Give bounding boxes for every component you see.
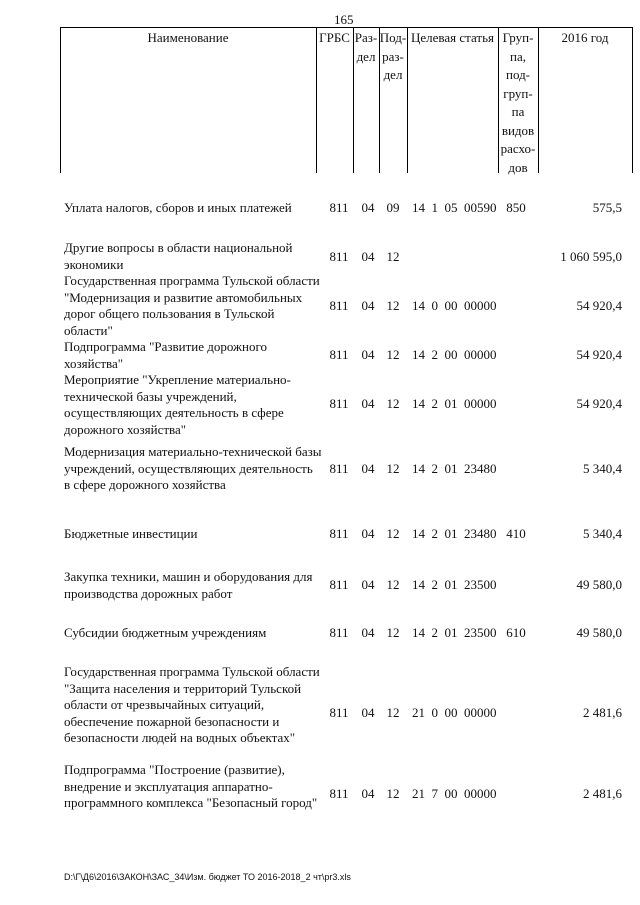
row-name: Бюджетные инвестиции [64,526,198,541]
row-amount: 575,5 [592,200,622,215]
row-razdel: 04 [361,461,375,476]
row-grbs: 811 [329,625,349,640]
row-name: Субсидии бюджетным учреждениям [64,625,267,640]
row-razdel: 04 [361,526,375,541]
header-podrazdel: Под- раз- дел [379,30,407,82]
header-year: 2016 год [561,30,609,45]
row-name: Уплата налогов, сборов и иных платежей [64,200,292,215]
row-razdel: 04 [361,786,375,801]
row-name: Закупка техники, машин и оборудования для производства дорожных работ [64,569,313,601]
row-amount: 54 920,4 [576,298,622,313]
row-grbs: 811 [329,396,349,411]
row-amount: 2 481,6 [583,705,622,720]
row-name: Модернизация материально-технической базы учреждений, осуществляющих деятельность в сфере дорожного хозяйства [64,444,322,492]
row-razdel: 04 [361,396,375,411]
row-amount: 54 920,4 [576,396,622,411]
row-razdel: 04 [361,577,375,592]
row-podrazdel: 12 [386,625,400,640]
row-grbs: 811 [329,705,349,720]
row-amount: 49 580,0 [576,625,622,640]
row-amount: 1 060 595,0 [560,249,622,264]
row-grbs: 811 [329,200,349,215]
row-razdel: 04 [361,705,375,720]
row-razdel: 04 [361,625,375,640]
row-podrazdel: 12 [386,298,400,313]
row-podrazdel: 12 [386,705,400,720]
row-tselevaya: 21 7 00 00000 [412,786,497,801]
row-podrazdel: 12 [386,347,400,362]
row-podrazdel: 12 [386,461,400,476]
header-top-border [60,27,633,28]
row-tselevaya: 14 2 01 23480 [412,461,497,476]
row-tselevaya: 14 2 00 00000 [412,347,497,362]
header-grbs: ГРБС [319,30,350,45]
row-amount: 49 580,0 [576,577,622,592]
row-amount: 2 481,6 [583,786,622,801]
row-name: Государственная программа Тульской области "Модернизация и развитие автомобильных дорог общего пользования в Тульской области" [64,273,320,338]
row-tselevaya: 14 2 01 23480 [412,526,497,541]
row-podrazdel: 12 [386,786,400,801]
header-border [407,27,408,173]
row-razdel: 04 [361,298,375,313]
row-grbs: 811 [329,577,349,592]
row-razdel: 04 [361,347,375,362]
row-grbs: 811 [329,461,349,476]
header-gruppa: Груп- па, под- груп- па видов расхо- дов [500,30,536,175]
row-podrazdel: 12 [386,249,400,264]
header-border [60,27,61,173]
row-tselevaya: 14 0 00 00000 [412,298,497,313]
row-tselevaya: 14 2 01 00000 [412,396,497,411]
row-amount: 54 920,4 [576,347,622,362]
row-grbs: 811 [329,249,349,264]
file-path-footer: D:\Г\Д6\2016\ЗАКОН\ЗАС_34\Изм. бюджет ТО 2016-2018_2 чт\pr3.xls [64,872,351,882]
header-border [632,27,633,173]
page-number: 165 [334,12,354,27]
row-name: Подпрограмма "Развитие дорожного хозяйства" [64,339,268,371]
row-podrazdel: 09 [386,200,400,215]
row-gruppa: 410 [506,526,526,541]
row-podrazdel: 12 [386,396,400,411]
row-tselevaya: 21 0 00 00000 [412,705,497,720]
row-gruppa: 850 [506,200,526,215]
row-tselevaya: 14 2 01 23500 [412,625,497,640]
row-name: Другие вопросы в области национальной экономики [64,240,293,272]
row-grbs: 811 [329,347,349,362]
row-grbs: 811 [329,298,349,313]
row-razdel: 04 [361,249,375,264]
row-amount: 5 340,4 [583,526,622,541]
row-name: Мероприятие "Укрепление материально-технической базы учреждений, осуществляющих деятельность в сфере дорожного хозяйства" [64,372,291,437]
row-tselevaya: 14 2 01 23500 [412,577,497,592]
row-name: Подпрограмма "Построение (развитие), внедрение и эксплуатация аппаратно-программного комплекса "Безопасный город" [64,762,318,810]
row-gruppa: 610 [506,625,526,640]
header-border [316,27,317,173]
header-border [538,27,539,173]
table-header [60,27,633,173]
row-grbs: 811 [329,786,349,801]
header-razdel: Раз- дел [354,30,378,64]
row-podrazdel: 12 [386,526,400,541]
row-razdel: 04 [361,200,375,215]
header-name: Наименование [147,30,229,45]
row-podrazdel: 12 [386,577,400,592]
row-amount: 5 340,4 [583,461,622,476]
header-tselevaya: Целевая статья [410,30,494,45]
row-name: Государственная программа Тульской области "Защита населения и территорий Тульской области от чрезвычайных ситуаций, обеспечение пожарной безопасности и безопасности людей на водных объектах" [64,664,320,745]
row-grbs: 811 [329,526,349,541]
row-tselevaya: 14 1 05 00590 [412,200,497,215]
